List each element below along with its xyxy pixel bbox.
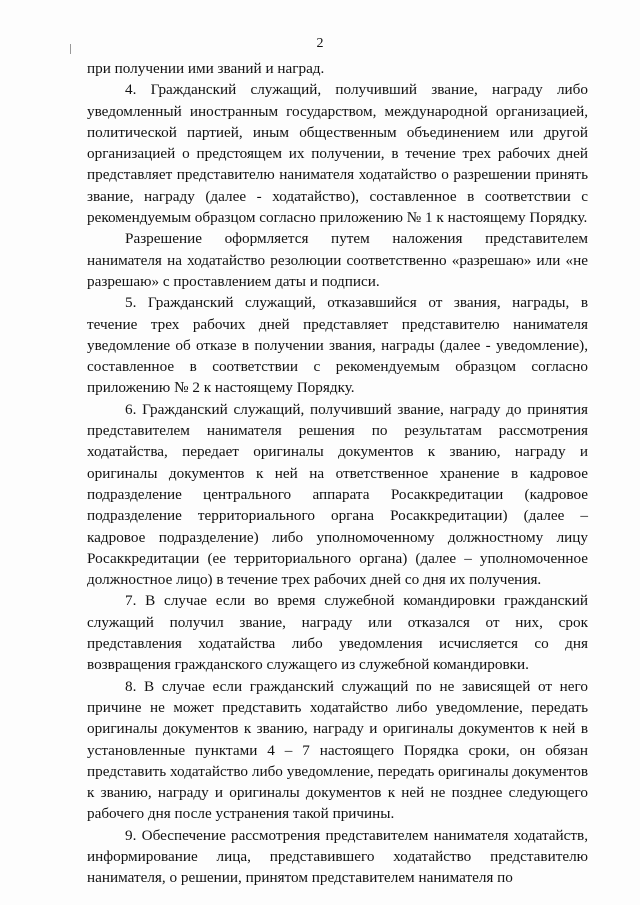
paragraph-item-8: 8. В случае если гражданский служащий по не зависящей от него причине не может представить ходатайство либо уведомление, передать оригиналы документов к званию, награду и оригиналы документов к ней в установленные пунктами 4 – 7 настоящего Порядка сроки, он обязан представить ходатайство либо уведомление, передать оригиналы документов к званию, награду и оригиналы документов к ней не позднее следующего рабочего дня после устранения такой причины. — [87, 677, 588, 823]
paragraph-item-9: 9. Обеспечение рассмотрения представителем нанимателя ходатайств, информирование лица, представившего ходатайство представителю нанимателя, о решении, принятом представителем нанимателя по — [87, 826, 588, 887]
paragraph-item-5: 5. Гражданский служащий, отказавшийся от звания, награды, в течение трех рабочих дней представляет представителю нанимателя уведомление об отказе в получении звания, награды (далее - уведомление), составленное в соответствии с рекомендуемым образцом согласно приложению № 2 к настоящему Порядку. — [87, 294, 588, 397]
paragraph-item-6: 6. Гражданский служащий, получивший звание, награду до принятия представителем нанимателя решения по результатам рассмотрения ходатайства, передает оригиналы документов к званию, награду и оригиналы документов к ней на ответственное хранение в кадровое подразделение центрального аппарата Росаккредитации (кадровое подразделение территориального органа Росаккредитации) (далее – кадровое подразделение) либо уполномоченному должностному лицу Росаккредитации (ее территориального органа) (далее – уполномоченное должностное лицо) в течение трех рабочих дней со дня их получения. — [87, 400, 588, 589]
paragraph-permission: Разрешение оформляется путем наложения представителем нанимателя на ходатайство резолюции соответственно «разрешаю» или «не разрешаю» с проставлением даты и подписи. — [87, 230, 588, 290]
paragraph-continuation: при получении ими званий и наград. — [87, 60, 325, 77]
document-body — [87, 58, 588, 889]
paragraph-item-7: 7. В случае если во время служебной командировки гражданский служащий получил звание, награду или отказался от них, срок представления ходатайства либо уведомления исчисляется со дня возвращения гражданского служащего из служебной командировки. — [87, 592, 588, 674]
paragraph-item-4: 4. Гражданский служащий, получивший звание, награду либо уведомленный иностранным государством, международной организацией, политической партией, иным общественным объединением или другой организацией о предстоящем их получении, в течение трех рабочих дней представляет представителю нанимателя ходатайство о разрешении принять звание, награду (далее - ходатайство), составленное в соответствии с рекомендуемым образцом согласно приложению № 1 к настоящему Порядку. — [87, 81, 588, 227]
page-number: 2 — [316, 36, 324, 51]
